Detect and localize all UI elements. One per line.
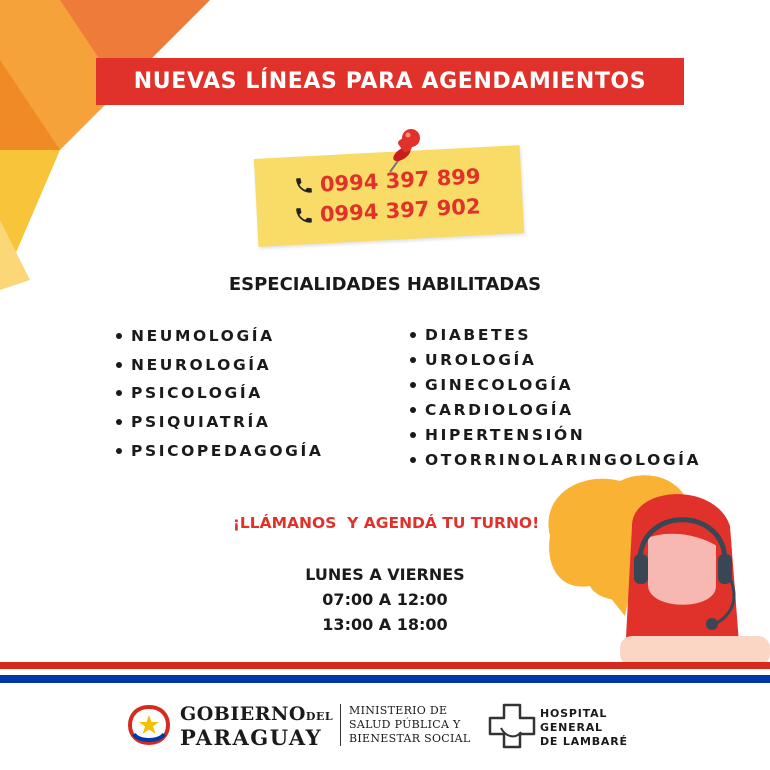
gov-line-2: PARAGUAY [180, 725, 323, 750]
call-to-action: ¡LLÁMANOS Y AGENDÁ TU TURNO! [232, 514, 540, 532]
bullet [116, 362, 122, 368]
bullet [116, 448, 122, 454]
hospital-cross-icon [487, 702, 537, 750]
gov-del: DEL [305, 710, 334, 723]
title-banner [96, 58, 684, 105]
flag-stripe-red [0, 662, 770, 669]
ministry-logo-text: MINISTERIO DE SALUD PÚBLICA Y BIENESTAR SOCIAL [349, 704, 471, 745]
list-item: PSICOPEDAGOGÍA [116, 436, 323, 465]
bullet [116, 390, 122, 396]
bullet [410, 407, 416, 413]
bullet [410, 357, 416, 363]
schedule-days: LUNES A VIERNES [305, 565, 465, 584]
list-item: PSICOLOGÍA [116, 379, 323, 408]
page-title: NUEVAS LÍNEAS PARA AGENDAMIENTOS [133, 69, 647, 94]
list-item: OTORRINOLARINGOLOGÍA [410, 447, 701, 472]
paraguay-seal-icon [126, 704, 172, 746]
flag-stripe-blue [0, 675, 770, 683]
phone-number: 0994 397 899 [319, 164, 482, 197]
specialties-heading: ESPECIALIDADES HABILITADAS [228, 274, 542, 295]
phone-icon [293, 175, 314, 196]
bullet [410, 457, 416, 463]
list-item: GINECOLOGÍA [410, 372, 701, 397]
specialties-list-right [410, 322, 701, 472]
schedule-afternoon: 13:00 A 18:00 [322, 615, 448, 634]
gov-line-1: GOBIERNO [180, 703, 306, 725]
bullet [116, 419, 122, 425]
bullet [410, 332, 416, 338]
call-center-agent-icon [540, 466, 770, 666]
phone-number: 0994 397 902 [319, 194, 482, 227]
hospital-logo-text: HOSPITAL GENERAL DE LAMBARÉ [540, 707, 628, 748]
list-item: HIPERTENSIÓN [410, 422, 701, 447]
list-item: CARDIOLOGÍA [410, 397, 701, 422]
bullet [410, 382, 416, 388]
government-logo-text [180, 704, 333, 749]
phone-icon [293, 205, 314, 226]
list-item: DIABETES [410, 322, 701, 347]
corner-decoration [0, 0, 230, 300]
list-item: NEUMOLOGÍA [116, 322, 323, 351]
specialties-list-left [116, 322, 323, 465]
list-item: UROLOGÍA [410, 347, 701, 372]
bullet [116, 333, 122, 339]
bullet [410, 432, 416, 438]
list-item: NEUROLOGÍA [116, 351, 323, 380]
list-item: PSIQUIATRÍA [116, 408, 323, 437]
footer-divider [340, 704, 341, 746]
schedule-morning: 07:00 A 12:00 [322, 590, 448, 609]
